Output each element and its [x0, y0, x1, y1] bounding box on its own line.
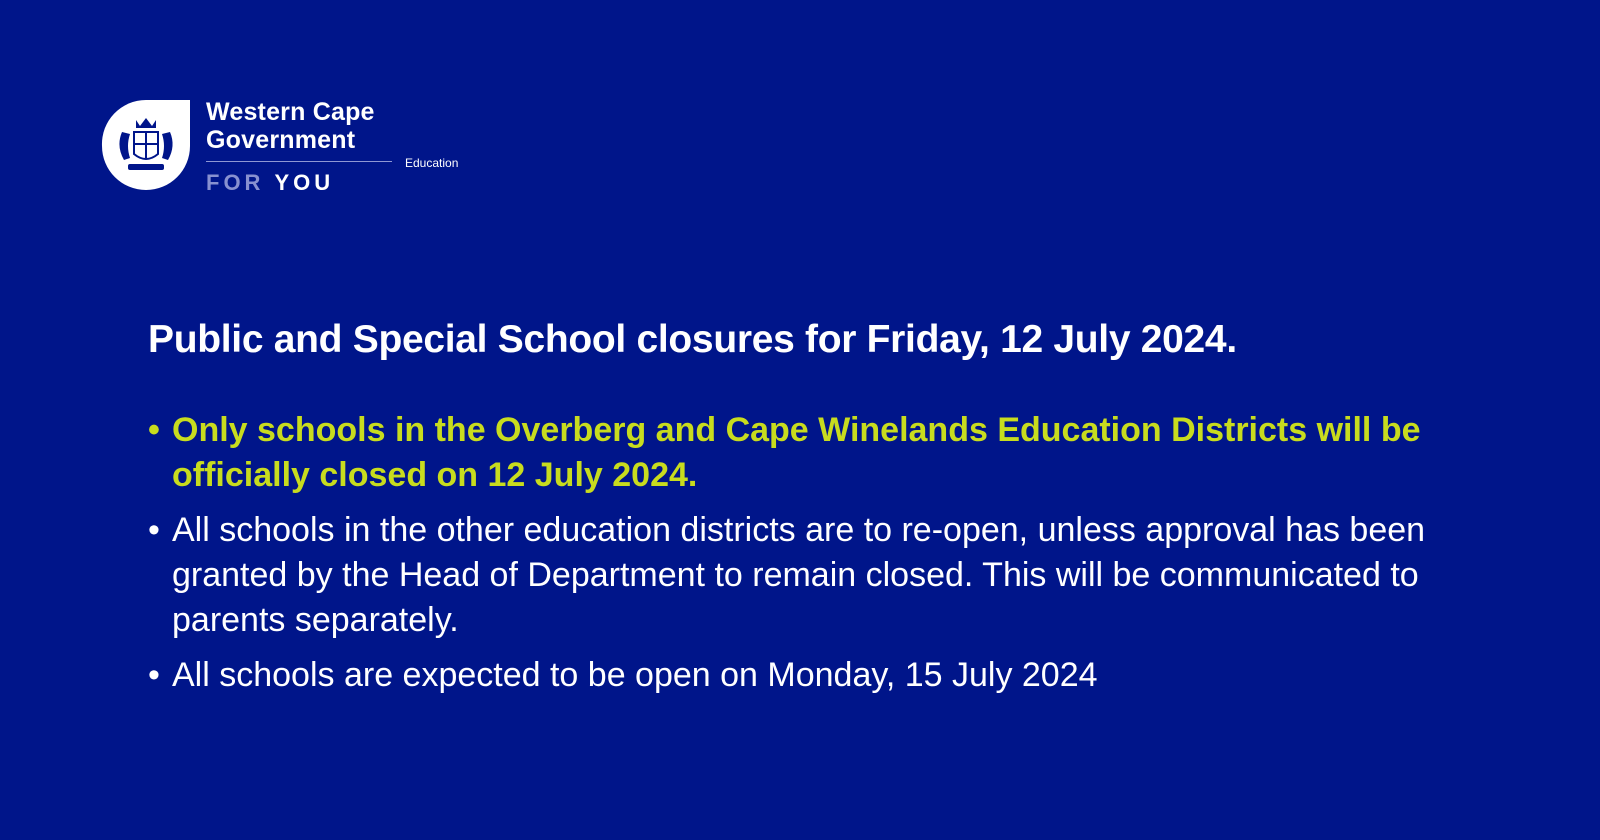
bullet-icon: • [148, 411, 160, 449]
list-item [148, 408, 1508, 498]
brand-line-1: Western Cape [206, 98, 375, 126]
bullet-icon: • [148, 656, 160, 694]
list-item [148, 653, 1508, 698]
list-item-text: Only schools in the Overberg and Cape Winelands Education Districts will be officially closed on 12 July 2024. [172, 411, 1421, 494]
list-item-text: All schools in the other education districts are to re-open, unless approval has been granted by the Head of Department to remain closed. This will be communicated to parents separately. [172, 511, 1426, 639]
brand-divider [206, 161, 392, 162]
page-title: Public and Special School closures for Friday, 12 July 2024. [148, 318, 1237, 361]
bullet-icon: • [148, 511, 160, 549]
announcement-list [148, 408, 1508, 708]
tagline-you: YOU [274, 170, 335, 195]
list-item-text: All schools are expected to be open on Monday, 15 July 2024 [172, 656, 1098, 694]
tagline-for: FOR [206, 170, 265, 195]
brand-line-2: Government [206, 126, 356, 154]
department-label: Education [405, 156, 459, 170]
government-logo [100, 98, 470, 198]
coat-of-arms-icon [100, 98, 192, 190]
tagline [206, 170, 334, 196]
brand-name [206, 98, 375, 154]
list-item [148, 508, 1508, 643]
